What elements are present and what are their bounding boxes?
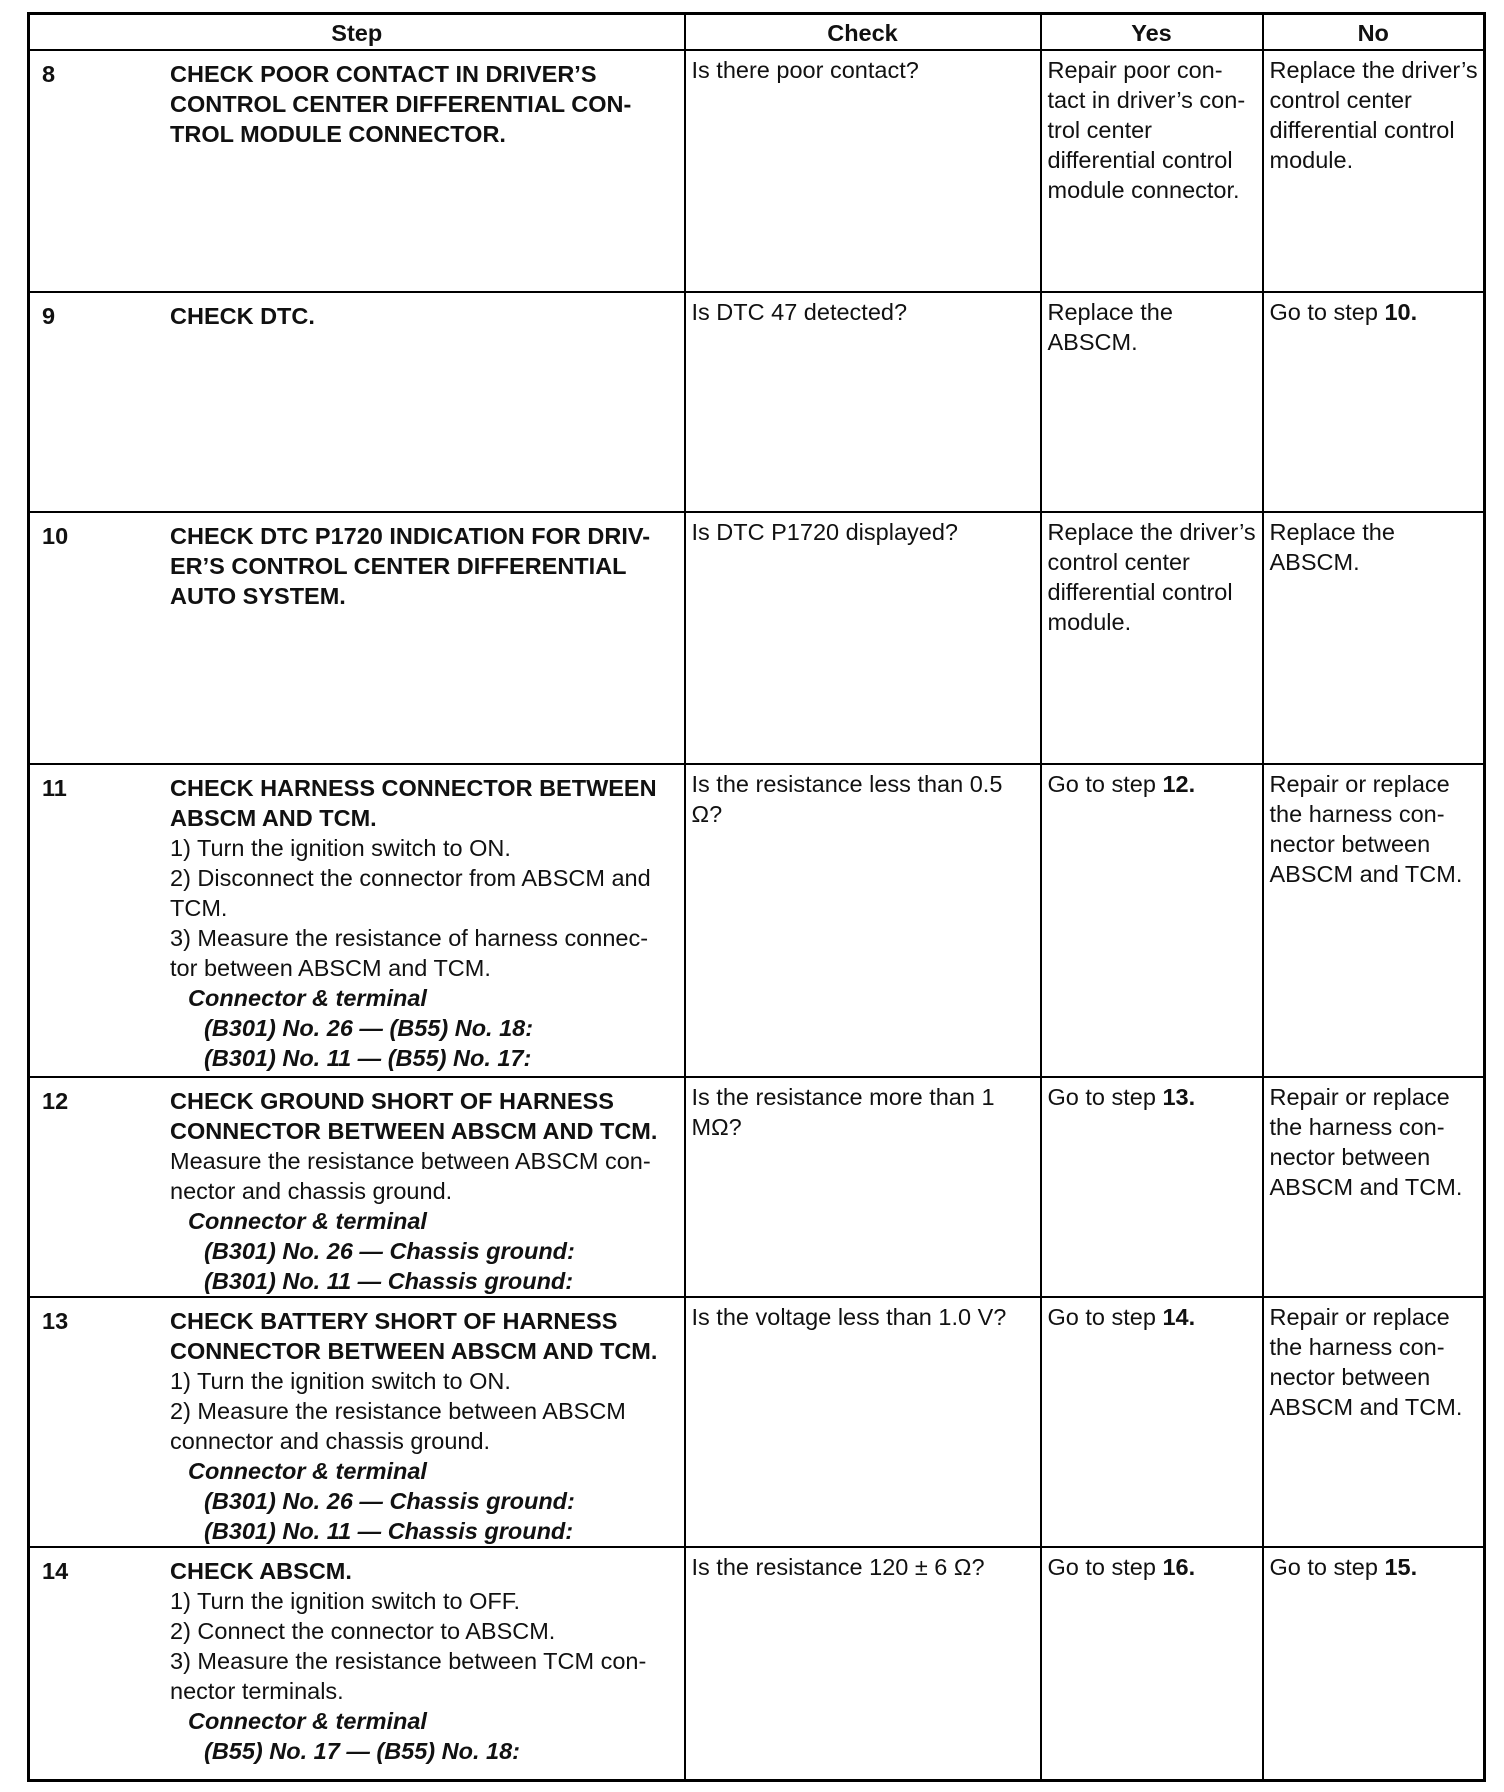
check-cell: Is the voltage less than 1.0 V?: [685, 1297, 1041, 1547]
yes-text: Go to step: [1047, 771, 1163, 797]
step-title: CHECK POOR CONTACT IN DRIVER’S CONTROL CENTER DIFFERENTIAL CON-TROL MODULE CONNECTOR.: [170, 61, 632, 147]
table-row: [29, 764, 1485, 1077]
terminal-spec: (B301) No. 26 — Chassis ground:: [204, 1488, 575, 1514]
yes-text: Go to step: [1047, 1084, 1163, 1110]
no-cell: [1263, 1547, 1485, 1781]
table-row: [29, 512, 1485, 764]
step-title: CHECK DTC.: [170, 303, 315, 329]
header-no: No: [1263, 14, 1485, 51]
table-row: [29, 1547, 1485, 1781]
yes-cell: [1041, 1297, 1263, 1547]
instruction-line: 1) Turn the ignition switch to ON.: [170, 835, 511, 861]
instruction-line: 2) Disconnect the connector from ABSCM and TCM.: [170, 865, 651, 921]
yes-cell: [1041, 1077, 1263, 1297]
yes-cell: Replace the ABSCM.: [1041, 292, 1263, 512]
step-title: CHECK BATTERY SHORT OF HARNESS CONNECTOR BETWEEN ABSCM AND TCM.: [170, 1308, 658, 1364]
next-step-link[interactable]: 10.: [1384, 299, 1418, 325]
table-row: [29, 1077, 1485, 1297]
table-row: [29, 50, 1485, 292]
check-cell: Is the resistance 120 ± 6 Ω?: [685, 1547, 1041, 1781]
step-number: 11: [42, 775, 67, 801]
step-cell: [29, 764, 685, 1077]
step-title: CHECK ABSCM.: [170, 1558, 352, 1584]
next-step-link[interactable]: 13.: [1162, 1084, 1196, 1110]
step-cell: [29, 292, 685, 512]
no-cell: Repair or replace the harness con-nector between ABSCM and TCM.: [1263, 1297, 1485, 1547]
connector-label: Connector & terminal: [188, 1708, 427, 1734]
header-row: [29, 14, 1485, 51]
terminal-spec: (B301) No. 26 — Chassis ground:: [204, 1238, 575, 1264]
no-cell: Replace the ABSCM.: [1263, 512, 1485, 764]
next-step-link[interactable]: 16.: [1162, 1554, 1196, 1580]
step-number: 8: [42, 61, 56, 87]
yes-cell: [1041, 764, 1263, 1077]
no-text: Go to step: [1269, 299, 1385, 325]
step-title: CHECK HARNESS CONNECTOR BETWEEN ABSCM AND TCM.: [170, 775, 657, 831]
next-step-link[interactable]: 14.: [1162, 1304, 1196, 1330]
check-cell: Is the resistance more than 1 MΩ?: [685, 1077, 1041, 1297]
step-title: CHECK DTC P1720 INDICATION FOR DRIV-ER’S CONTROL CENTER DIFFERENTIAL AUTO SYSTEM.: [170, 523, 651, 609]
step-cell: [29, 1077, 685, 1297]
diagnostic-table: [27, 12, 1486, 1782]
step-number: 14: [42, 1558, 69, 1584]
yes-text: Go to step: [1047, 1304, 1163, 1330]
terminal-spec: (B301) No. 26 — (B55) No. 18:: [204, 1015, 534, 1041]
next-step-link[interactable]: 12.: [1162, 771, 1196, 797]
header-step: Step: [29, 14, 685, 51]
step-cell: [29, 512, 685, 764]
instruction-line: 1) Turn the ignition switch to ON.: [170, 1368, 511, 1394]
header-check: Check: [685, 14, 1041, 51]
instruction-line: 1) Turn the ignition switch to OFF.: [170, 1588, 521, 1614]
header-yes: Yes: [1041, 14, 1263, 51]
terminal-spec: (B301) No. 11 — (B55) No. 17:: [204, 1045, 532, 1071]
no-text: Go to step: [1269, 1554, 1385, 1580]
step-cell: [29, 1547, 685, 1781]
instruction-line: 2) Connect the connector to ABSCM.: [170, 1618, 556, 1644]
check-cell: Is DTC P1720 displayed?: [685, 512, 1041, 764]
instruction-line: 3) Measure the resistance of harness connec-tor between ABSCM and TCM.: [170, 925, 649, 981]
table-row: [29, 1297, 1485, 1547]
yes-cell: Repair poor con-tact in driver’s con-trol center differential control module connector.: [1041, 50, 1263, 292]
instruction-line: 2) Measure the resistance between ABSCM connector and chassis ground.: [170, 1398, 626, 1454]
step-title: CHECK GROUND SHORT OF HARNESS CONNECTOR BETWEEN ABSCM AND TCM.: [170, 1088, 658, 1144]
terminal-spec: (B301) No. 11 — Chassis ground:: [204, 1268, 574, 1294]
next-step-link[interactable]: 15.: [1384, 1554, 1418, 1580]
step-number: 10: [42, 523, 69, 549]
step-cell: [29, 50, 685, 292]
terminal-spec: (B301) No. 11 — Chassis ground:: [204, 1518, 574, 1544]
yes-text: Go to step: [1047, 1554, 1163, 1580]
no-cell: Repair or replace the harness con-nector between ABSCM and TCM.: [1263, 764, 1485, 1077]
check-cell: Is DTC 47 detected?: [685, 292, 1041, 512]
instruction-line: 3) Measure the resistance between TCM con-nector terminals.: [170, 1648, 647, 1704]
yes-cell: [1041, 1547, 1263, 1781]
no-cell: Repair or replace the harness con-nector between ABSCM and TCM.: [1263, 1077, 1485, 1297]
connector-label: Connector & terminal: [188, 985, 427, 1011]
connector-label: Connector & terminal: [188, 1208, 427, 1234]
step-number: 12: [42, 1088, 69, 1114]
step-number: 9: [42, 303, 56, 329]
no-cell: [1263, 292, 1485, 512]
instruction-line: Measure the resistance between ABSCM con-nector and chassis ground.: [170, 1148, 651, 1204]
yes-cell: Replace the driver’s control center differential control module.: [1041, 512, 1263, 764]
table-row: [29, 292, 1485, 512]
no-cell: Replace the driver’s control center differential control module.: [1263, 50, 1485, 292]
connector-label: Connector & terminal: [188, 1458, 427, 1484]
check-cell: Is the resistance less than 0.5 Ω?: [685, 764, 1041, 1077]
step-number: 13: [42, 1308, 69, 1334]
step-cell: [29, 1297, 685, 1547]
check-cell: Is there poor contact?: [685, 50, 1041, 292]
terminal-spec: (B55) No. 17 — (B55) No. 18:: [204, 1738, 521, 1764]
